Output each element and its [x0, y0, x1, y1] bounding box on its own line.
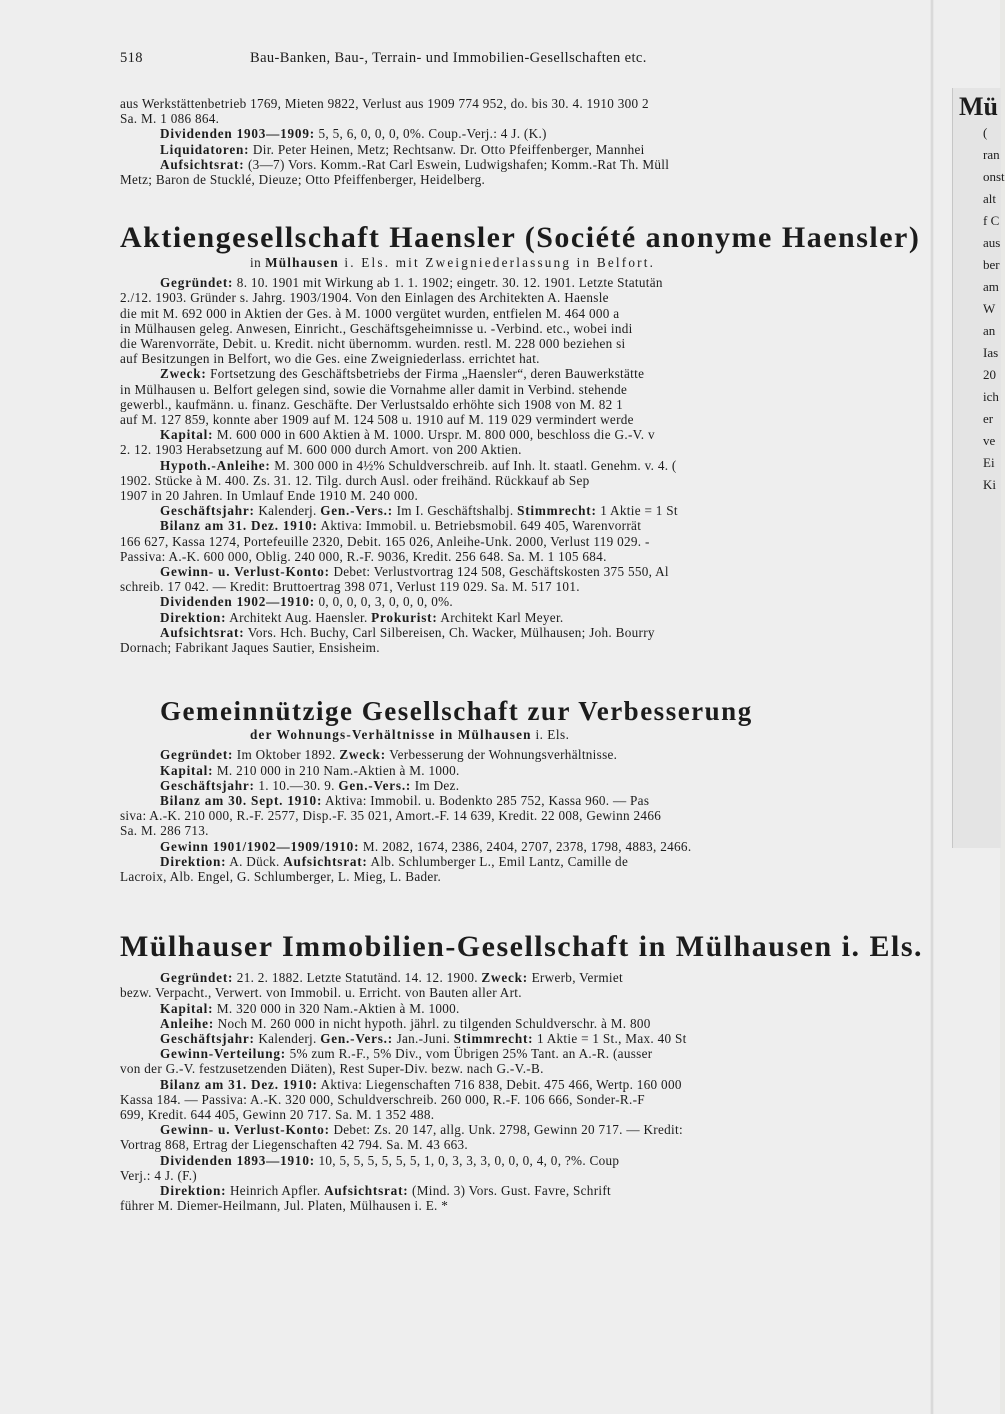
- text-line: [120, 1077, 932, 1092]
- field-text: 0, 0, 0, 0, 3, 0, 0, 0, 0%.: [314, 594, 453, 610]
- field-label: Aufsichtsrat:: [160, 624, 245, 640]
- text-line: [120, 640, 932, 655]
- field-text: M. 600 000 in 600 Aktien à M. 1000. Urspr. M. 800 000, beschloss die G.-V. v: [213, 427, 655, 443]
- field-text: Kalenderj.: [254, 503, 321, 519]
- text-line: [120, 839, 932, 854]
- adjacent-line: an: [983, 323, 996, 338]
- field-text: M. 300 000 in 4½% Schuldverschreib. auf Inh. lt. staatl. Genehm. v. 4. (: [270, 457, 677, 473]
- field-text: Jan.-Juni.: [392, 1030, 454, 1046]
- field-label: Bilanz am 31. Dez. 1910:: [160, 518, 318, 534]
- adjacent-page-lines: [953, 122, 1005, 496]
- text-line: [120, 1061, 932, 1076]
- subtitle-prefix: in: [250, 255, 266, 271]
- text-line: [120, 1183, 932, 1198]
- adjacent-line: er: [983, 411, 994, 426]
- adjacent-line: Ki: [983, 477, 996, 492]
- field-label: Gewinn-Verteilung:: [160, 1046, 287, 1062]
- field-text: die mit M. 692 000 in Aktien der Ges. à M. 1000 vergütet wurden, entfielen M. 464 000 a: [120, 305, 620, 321]
- field-label: Direktion:: [160, 853, 227, 869]
- field-label: Gewinn- u. Verlust-Konto:: [160, 564, 330, 580]
- field-text: in Mülhausen u. Belfort gelegen sind, sowie die Vornahme aller damit in Verbind. stehende: [120, 381, 628, 397]
- adjacent-page-heading: Mü: [959, 92, 998, 121]
- field-text: M. 210 000 in 210 Nam.-Aktien à M. 1000.: [213, 762, 460, 778]
- field-text: schreib. 17 042. — Kredit: Bruttoertrag 398 071, Verlust 119 029. Sa. M. 517 101.: [120, 579, 580, 595]
- field-text: Noch M. 260 000 in nicht hypoth. jährl. zu tilgenden Schuldverschr. à M. 800: [214, 1015, 651, 1031]
- field-text: Architekt Aug. Haensler.: [226, 609, 372, 625]
- field-label: Hypoth.-Anleihe:: [160, 457, 271, 473]
- company-title-haensler: Aktiengesellschaft Haensler (Société anonyme Haensler): [120, 221, 921, 255]
- field-label: Stimmrecht:: [453, 1030, 534, 1046]
- field-text: in Mülhausen geleg. Anwesen, Einricht., Geschäftsgeheimnisse u. -Verbind. etc., wobei indi: [120, 320, 633, 336]
- field-label: Aufsichtsrat:: [160, 156, 245, 172]
- field-text: gewerbl., kaufmänn. u. finanz. Geschäfte. Der Verlustsaldo erhöhte sich 1908 von M. 82 1: [120, 396, 623, 412]
- field-text: Im I. Geschäftshalbj.: [392, 503, 518, 519]
- field-text: 1902. Stücke à M. 400. Zs. 31. 12. Tilg. durch Ausl. oder freihänd. Rückkauf ab Sep: [120, 472, 590, 488]
- field-text: 166 627, Kassa 1274, Portefeuille 2320, Debit. 165 026, Anleihe-Unk. 2000, Verlust 119 029. -: [120, 533, 650, 549]
- field-text: 5, 5, 6, 0, 0, 0, 0%. Coup.-Verj.: 4 J. (K.): [314, 126, 547, 142]
- adjacent-line: am: [983, 279, 999, 294]
- text-line: [120, 747, 932, 762]
- field-label: Aufsichtsrat:: [324, 1182, 409, 1198]
- entry-haensler: [120, 275, 932, 655]
- text-line: [120, 1168, 932, 1183]
- text-line: [120, 306, 932, 321]
- text-line: [120, 1016, 932, 1031]
- company-subtitle-haensler: [120, 255, 932, 271]
- company-subtitle-gemeinnuetzige: [120, 727, 932, 743]
- text-line: [120, 142, 932, 157]
- text-line: [120, 1001, 932, 1016]
- field-text: Vortrag 868, Ertrag der Liegenschaften 42 794. Sa. M. 43 663.: [120, 1137, 469, 1153]
- field-label: Stimmrecht:: [517, 503, 597, 519]
- text-line: [120, 594, 932, 609]
- field-label: Dividenden 1902—1910:: [160, 594, 315, 610]
- field-text: Im Oktober 1892.: [233, 747, 340, 763]
- text-line: [120, 473, 932, 488]
- adjacent-line: Ei: [983, 455, 995, 470]
- adjacent-page-fragment: [952, 88, 1005, 848]
- text-line: [120, 488, 932, 503]
- field-label: Gewinn- u. Verlust-Konto:: [160, 1122, 330, 1138]
- field-label: Geschäftsjahr:: [160, 777, 255, 793]
- text-line: [120, 534, 932, 549]
- text-line: [120, 1122, 932, 1137]
- field-text: (Mind. 3) Vors. Gust. Favre, Schrift: [408, 1182, 612, 1198]
- adjacent-line: 20: [983, 367, 996, 382]
- text-line: [120, 869, 932, 884]
- field-text: Vors. Hch. Buchy, Carl Silbereisen, Ch. Wacker, Mülhausen; Joh. Bourry: [244, 624, 655, 640]
- field-text: Architekt Karl Meyer.: [437, 609, 564, 625]
- field-label: Gegründet:: [160, 970, 234, 986]
- field-text: Verbesserung der Wohnungsverhältnisse.: [385, 747, 618, 763]
- text-line: [120, 382, 932, 397]
- text-line: [120, 351, 932, 366]
- text-line: [120, 763, 932, 778]
- text-line: [120, 96, 932, 111]
- field-text: führer M. Diemer-Heilmann, Jul. Platen, Mülhausen i. E. *: [120, 1198, 449, 1214]
- adjacent-line: (: [983, 125, 988, 140]
- text-line: [120, 275, 932, 290]
- field-label: Bilanz am 31. Dez. 1910:: [160, 1076, 318, 1092]
- text-line: [120, 427, 932, 442]
- field-text: 1907 in 20 Jahren. In Umlauf Ende 1910 M. 240 000.: [120, 488, 419, 504]
- field-label: Geschäftsjahr:: [160, 503, 255, 519]
- field-text: von der G.-V. festzusetzenden Diäten), Rest Super-Div. bezw. nach G.-V.-B.: [120, 1061, 544, 1077]
- field-text: auf M. 127 859, konnte aber 1909 auf M. 124 508 u. 1910 auf M. 119 029 vermindert werde: [120, 412, 634, 428]
- text-line: [120, 985, 932, 1000]
- field-text: 2. 12. 1903 Herabsetzung auf M. 600 000 durch Amort. von 200 Aktien.: [120, 442, 522, 458]
- field-text: 8. 10. 1901 mit Wirkung ab 1. 1. 1902; eingetr. 30. 12. 1901. Letzte Statutän: [233, 275, 663, 291]
- text-line: [120, 1137, 932, 1152]
- text-line: [120, 321, 932, 336]
- continued-entry: [120, 96, 932, 187]
- field-label: Gen.-Vers.:: [320, 1030, 393, 1046]
- subtitle-city: Mülhausen: [265, 255, 339, 271]
- text-line: [120, 970, 932, 985]
- text-line: [120, 397, 932, 412]
- field-label: Dividenden 1893—1910:: [160, 1152, 315, 1168]
- field-text: 699, Kredit. 644 405, Gewinn 20 717. Sa. M. 1 352 488.: [120, 1106, 435, 1122]
- field-text: Aktiva: Liegenschaften 716 838, Debit. 475 466, Wertp. 160 000: [317, 1076, 682, 1092]
- field-text: auf Besitzungen in Belfort, wo die Ges. eine Zweigniederlass. errichtet hat.: [120, 351, 540, 367]
- text-line: [120, 793, 932, 808]
- field-text: Aktiva: Immobil. u. Bodenkto 285 752, Kassa 960. — Pas: [322, 792, 650, 808]
- field-text: Alb. Schlumberger L., Emil Lantz, Camille de: [367, 853, 629, 869]
- text-line: [120, 157, 932, 172]
- field-label: Anleihe:: [160, 1015, 215, 1031]
- field-text: 2./12. 1903. Gründer s. Jahrg. 1903/1904. Von den Einlagen des Architekten A. Haensle: [120, 290, 609, 306]
- field-label: Gegründet:: [160, 275, 234, 291]
- text-line: [120, 172, 932, 187]
- running-title: Bau-Banken, Bau-, Terrain- und Immobilien-Gesellschaften etc.: [250, 50, 647, 66]
- text-line: [120, 1153, 932, 1168]
- field-text: 21. 2. 1882. Letzte Statutänd. 14. 12. 1900.: [233, 970, 482, 986]
- field-label: Prokurist:: [371, 609, 438, 625]
- field-text: aus Werkstättenbetrieb 1769, Mieten 9822, Verlust aus 1909 774 952, do. bis 30. 4. 1910 300 2: [120, 96, 649, 111]
- adjacent-line: ber: [983, 257, 1000, 272]
- field-label: Gen.-Vers.:: [320, 503, 393, 519]
- text-line: [120, 111, 932, 126]
- field-label: Aufsichtsrat:: [283, 853, 368, 869]
- field-text: Kassa 184. — Passiva: A.-K. 320 000, Schuldverschreib. 260 000, R.-F. 106 666, Sonder-R.-F: [120, 1091, 645, 1107]
- running-header: [120, 40, 932, 70]
- field-text: Kalenderj.: [254, 1030, 321, 1046]
- text-line: [120, 610, 932, 625]
- text-line: [120, 336, 932, 351]
- field-label: Kapital:: [160, 1000, 214, 1016]
- text-line: [120, 1046, 932, 1061]
- text-line: [120, 412, 932, 427]
- adjacent-line: ran: [983, 147, 1000, 162]
- field-text: 1 Aktie = 1 St: [596, 503, 678, 519]
- field-text: (3—7) Vors. Komm.-Rat Carl Eswein, Ludwigshafen; Komm.-Rat Th. Müll: [244, 156, 670, 172]
- text-line: [120, 1031, 932, 1046]
- field-text: Verj.: 4 J. (F.): [120, 1167, 198, 1183]
- text-line: [120, 458, 932, 473]
- field-text: 10, 5, 5, 5, 5, 5, 5, 1, 0, 3, 3, 3, 0, 0, 0, 4, 0, ?%. Coup: [314, 1152, 620, 1168]
- field-text: Debet: Zs. 20 147, allg. Unk. 2798, Gewinn 20 717. — Kredit:: [329, 1122, 683, 1138]
- text-line: [120, 126, 932, 141]
- field-label: Gegründet:: [160, 747, 234, 763]
- text-line: [120, 823, 932, 838]
- adjacent-line: ich: [983, 389, 999, 404]
- text-line: [120, 854, 932, 869]
- field-text: 5% zum R.-F., 5% Div., vom Übrigen 25% Tant. an A.-R. (ausser: [286, 1046, 653, 1062]
- adjacent-line: ve: [983, 433, 996, 448]
- field-label: Liquidatoren:: [160, 141, 250, 157]
- field-text: die Warenvorräte, Debit. u. Kredit. nicht übernomm. wurden. restl. M. 228 000 beziehen si: [120, 336, 626, 352]
- field-label: Bilanz am 30. Sept. 1910:: [160, 792, 323, 808]
- field-text: Aktiva: Immobil. u. Betriebsmobil. 649 405, Warenvorrät: [317, 518, 642, 534]
- company-title-gemeinnuetzige: Gemeinnützige Gesellschaft zur Verbesserung: [160, 696, 753, 727]
- page-number: 518: [120, 50, 143, 66]
- field-text: A. Dück.: [226, 853, 284, 869]
- field-text: Passiva: A.-K. 600 000, Oblig. 240 000, R.-F. 9036, Kredit. 256 648. Sa. M. 1 105 684.: [120, 548, 607, 564]
- field-text: Debet: Verlustvortrag 124 508, Geschäftskosten 375 550, Al: [329, 564, 669, 580]
- field-text: Sa. M. 1 086 864.: [120, 111, 220, 127]
- field-text: M. 320 000 in 320 Nam.-Aktien à M. 1000.: [213, 1000, 460, 1016]
- company-title-muelhauser-immobilien: Mülhauser Immobilien-Gesellschaft in Mülhausen i. Els.: [120, 930, 924, 964]
- field-label: Zweck:: [481, 970, 528, 986]
- field-text: Im Dez.: [411, 777, 460, 793]
- text-line: [120, 503, 932, 518]
- adjacent-line: onst: [983, 169, 1005, 184]
- field-text: Erwerb, Vermiet: [527, 970, 623, 986]
- field-text: M. 2082, 1674, 2386, 2404, 2707, 2378, 1798, 4883, 2466.: [359, 838, 692, 854]
- subtitle-suffix: i. Els. mit Zweigniederlassung in Belfort.: [338, 255, 656, 271]
- field-label: Zweck:: [160, 366, 207, 382]
- field-text: Dornach; Fabrikant Jaques Sautier, Ensisheim.: [120, 640, 380, 656]
- text-line: [120, 625, 932, 640]
- field-label: Direktion:: [160, 1182, 227, 1198]
- field-text: Dir. Peter Heinen, Metz; Rechtsanw. Dr. Otto Pfeiffenberger, Mannhei: [249, 141, 645, 157]
- text-line: [120, 1092, 932, 1107]
- field-label: Dividenden 1903—1909:: [160, 126, 315, 142]
- field-label: Kapital:: [160, 762, 214, 778]
- text-line: [120, 549, 932, 564]
- field-text: 1. 10.—30. 9.: [254, 777, 339, 793]
- field-text: Fortsetzung des Geschäftsbetriebs der Firma „Haensler“, deren Bauwerkstätte: [206, 366, 645, 382]
- text-line: [120, 564, 932, 579]
- field-label: Gen.-Vers.:: [338, 777, 412, 793]
- text-line: [120, 442, 932, 457]
- field-text: 1 Aktie = 1 St., Max. 40 St: [533, 1030, 687, 1046]
- field-label: Geschäftsjahr:: [160, 1030, 255, 1046]
- field-text: siva: A.-K. 210 000, R.-F. 2577, Disp.-F. 35 021, Amort.-F. 14 639, Kredit. 22 008, Gewinn 2466: [120, 808, 662, 824]
- field-text: Lacroix, Alb. Engel, G. Schlumberger, L. Mieg, L. Bader.: [120, 868, 442, 884]
- text-line: [120, 778, 932, 793]
- field-label: Zweck:: [339, 747, 386, 763]
- adjacent-line: f C: [983, 213, 1000, 228]
- text-line: [120, 290, 932, 305]
- entry-muelhauser-immobilien: [120, 970, 932, 1213]
- entry-gemeinnuetzige: [120, 747, 932, 884]
- text-line: [120, 1198, 932, 1213]
- adjacent-line: Ias: [983, 345, 999, 360]
- field-label: Gewinn 1901/1902—1909/1910:: [160, 838, 360, 854]
- field-text: Heinrich Apfler.: [226, 1182, 325, 1198]
- field-label: Kapital:: [160, 427, 214, 443]
- text-line: [120, 366, 932, 381]
- text-line: [120, 1107, 932, 1122]
- subtitle-bold: der Wohnungs-Verhältnisse in Mülhausen: [250, 727, 532, 743]
- field-label: Direktion:: [160, 609, 227, 625]
- main-column: [120, 40, 932, 1414]
- subtitle-suffix: i. Els.: [531, 727, 570, 743]
- field-text: Sa. M. 286 713.: [120, 823, 209, 839]
- field-text: bezw. Verpacht., Verwert. von Immobil. u. Erricht. von Bauten aller Art.: [120, 985, 522, 1001]
- text-line: [120, 808, 932, 823]
- text-line: [120, 518, 932, 533]
- adjacent-line: aus: [983, 235, 1001, 250]
- adjacent-line: alt: [983, 191, 996, 206]
- text-line: [120, 579, 932, 594]
- field-text: Metz; Baron de Stucklé, Dieuze; Otto Pfeiffenberger, Heidelberg.: [120, 172, 486, 188]
- adjacent-line: W: [983, 301, 996, 316]
